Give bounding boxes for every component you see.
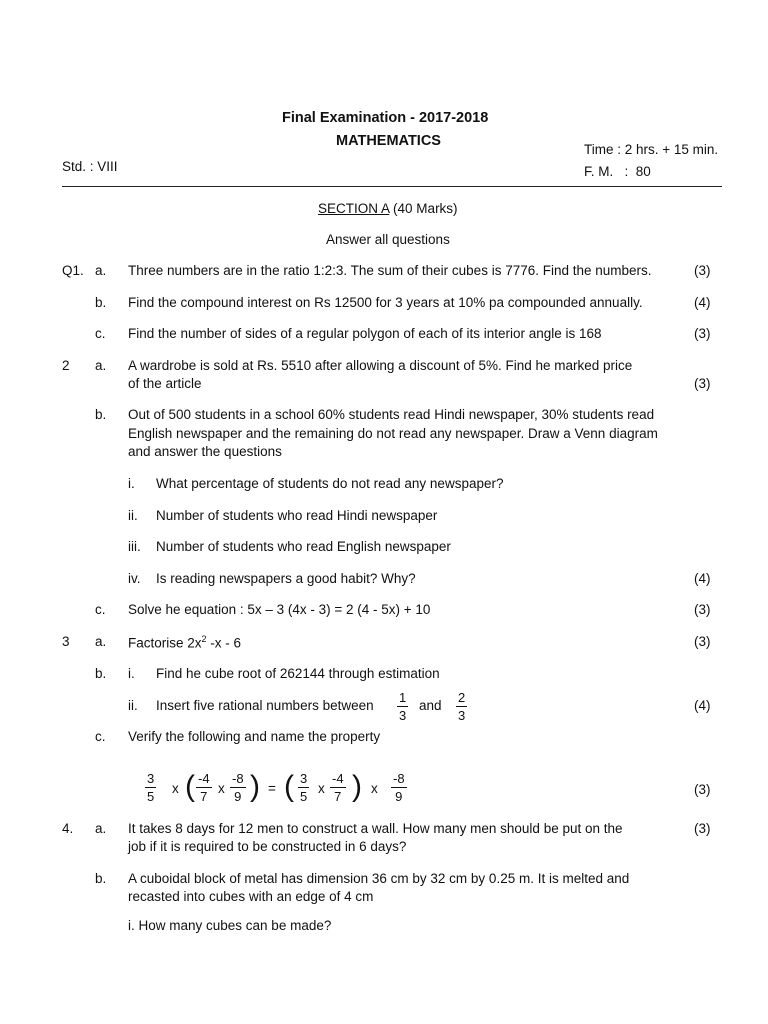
question-text: English newspaper and the remaining do not read any newspaper. Draw a Venn diagram	[128, 426, 658, 441]
fraction-bar	[397, 706, 408, 707]
question-text: A cuboidal block of metal has dimension 36 cm by 32 cm by 0.25 m. It is melted and	[128, 871, 630, 886]
section-heading	[318, 201, 458, 216]
question-part-label: a.	[95, 634, 107, 649]
question-number: 2	[62, 358, 70, 373]
fraction-bar	[145, 787, 156, 788]
fraction-bar	[298, 787, 309, 788]
section-instruction: Answer all questions	[326, 232, 450, 247]
question-text: and answer the questions	[128, 444, 282, 459]
question-text	[128, 634, 241, 651]
denominator: 5	[147, 789, 155, 804]
times-symbol: x	[318, 781, 325, 796]
question-text: Three numbers are in the ratio 1:2:3. The sum of their cubes is 7776. Find the numbers.	[128, 263, 652, 278]
question-text: A wardrobe is sold at Rs. 5510 after allowing a discount of 5%. Find he marked price	[128, 358, 633, 373]
question-part-label: a.	[95, 821, 107, 836]
fraction-bar	[196, 787, 212, 788]
section-marks: (40 Marks)	[393, 201, 458, 216]
fraction-two-thirds	[456, 690, 467, 723]
question-marks: (3)	[694, 376, 711, 391]
question-marks: (4)	[694, 571, 711, 586]
left-paren: (	[185, 770, 195, 803]
fraction	[145, 771, 156, 804]
sub-question-label: i.	[128, 476, 135, 491]
sub-question-text: i. How many cubes can be made?	[128, 918, 332, 933]
sub-question-text: Insert five rational numbers between	[156, 698, 374, 713]
question-part-label: b.	[95, 871, 107, 886]
question-marks: (3)	[694, 634, 711, 649]
exponent: 2	[201, 634, 207, 644]
question-marks: (4)	[694, 698, 711, 713]
question-part-label: b.	[95, 295, 107, 310]
numerator: 3	[300, 771, 308, 786]
fraction-bar	[330, 787, 346, 788]
denominator: 3	[399, 708, 407, 723]
section-name: SECTION A	[318, 201, 390, 216]
question-marks: (3)	[694, 782, 711, 797]
factorise-text: Factorise 2x	[128, 635, 202, 651]
left-paren: (	[284, 770, 294, 803]
right-paren: )	[250, 770, 260, 803]
question-text: of the article	[128, 376, 202, 391]
question-marks: (4)	[694, 295, 711, 310]
sub-question-label: ii.	[128, 698, 138, 713]
question-text: job if it is required to be constructed in 6 days?	[128, 839, 407, 854]
question-number: 3	[62, 634, 70, 649]
denominator: 5	[300, 789, 308, 804]
sub-question-label: iv.	[128, 571, 141, 586]
numerator: -4	[332, 771, 344, 786]
sub-question-text: Find he cube root of 262144 through estimation	[156, 666, 440, 681]
question-part-label: c.	[95, 326, 106, 341]
numerator: -8	[393, 771, 405, 786]
question-part-label: b.	[95, 407, 107, 422]
numerator: 3	[147, 771, 155, 786]
sub-question-text: Number of students who read English newspaper	[156, 539, 451, 554]
question-marks: (3)	[694, 821, 711, 836]
denominator: 7	[334, 789, 342, 804]
question-marks: (3)	[694, 602, 711, 617]
full-marks-info: F. M. : 80	[584, 164, 651, 179]
sub-question-label: iii.	[128, 539, 141, 554]
numerator: 1	[399, 690, 407, 705]
question-number: 4.	[62, 821, 74, 836]
sub-question-label: i.	[128, 666, 135, 681]
sub-question-text: Number of students who read Hindi newspaper	[156, 508, 438, 523]
denominator: 9	[395, 789, 403, 804]
question-text: It takes 8 days for 12 men to construct a wall. How many men should be put on the	[128, 821, 623, 836]
question-text: Find the compound interest on Rs 12500 for 3 years at 10% pa compounded annually.	[128, 295, 643, 310]
denominator: 7	[200, 789, 208, 804]
question-text: Solve he equation : 5x – 3 (4x - 3) = 2 (4 - 5x) + 10	[128, 602, 431, 617]
question-text: Find the number of sides of a regular polygon of each of its interior angle is 168	[128, 326, 602, 341]
equals-symbol: =	[268, 781, 276, 796]
question-marks: (3)	[694, 326, 711, 341]
fraction	[298, 771, 309, 804]
numerator: -4	[198, 771, 210, 786]
question-part-label: a.	[95, 263, 107, 278]
times-symbol: x	[172, 781, 179, 796]
numerator: -8	[232, 771, 244, 786]
question-number: Q1.	[62, 263, 84, 278]
times-symbol: x	[218, 781, 225, 796]
right-paren: )	[352, 770, 362, 803]
sub-question-text: What percentage of students do not read any newspaper?	[156, 476, 504, 491]
std-info: Std. : VIII	[62, 159, 118, 174]
and-word: and	[419, 698, 442, 713]
exam-title: Final Examination - 2017-2018	[282, 110, 489, 126]
times-symbol: x	[371, 781, 378, 796]
fraction-bar	[230, 787, 246, 788]
numerator: 2	[458, 690, 466, 705]
question-part-label: c.	[95, 729, 106, 744]
question-text: Verify the following and name the property	[128, 729, 381, 744]
factorise-text-tail: -x - 6	[206, 635, 242, 651]
fraction-bar	[456, 706, 467, 707]
fraction	[196, 771, 212, 804]
fraction-bar	[391, 787, 407, 788]
question-part-label: a.	[95, 358, 107, 373]
question-part-label: c.	[95, 602, 106, 617]
fraction	[330, 771, 346, 804]
question-text: recasted into cubes with an edge of 4 cm	[128, 889, 374, 904]
fraction-one-third	[397, 690, 408, 723]
fraction	[230, 771, 246, 804]
denominator: 3	[458, 708, 466, 723]
subject-title: MATHEMATICS	[336, 133, 441, 149]
question-text: Out of 500 students in a school 60% students read Hindi newspaper, 30% students read	[128, 407, 655, 422]
sub-question-text: Is reading newspapers a good habit? Why?	[156, 571, 416, 586]
question-marks: (3)	[694, 263, 711, 278]
fraction	[391, 771, 407, 804]
denominator: 9	[234, 789, 242, 804]
time-info: Time : 2 hrs. + 15 min.	[584, 142, 719, 157]
header-divider	[62, 186, 722, 187]
question-part-label: b.	[95, 666, 107, 681]
sub-question-label: ii.	[128, 508, 138, 523]
